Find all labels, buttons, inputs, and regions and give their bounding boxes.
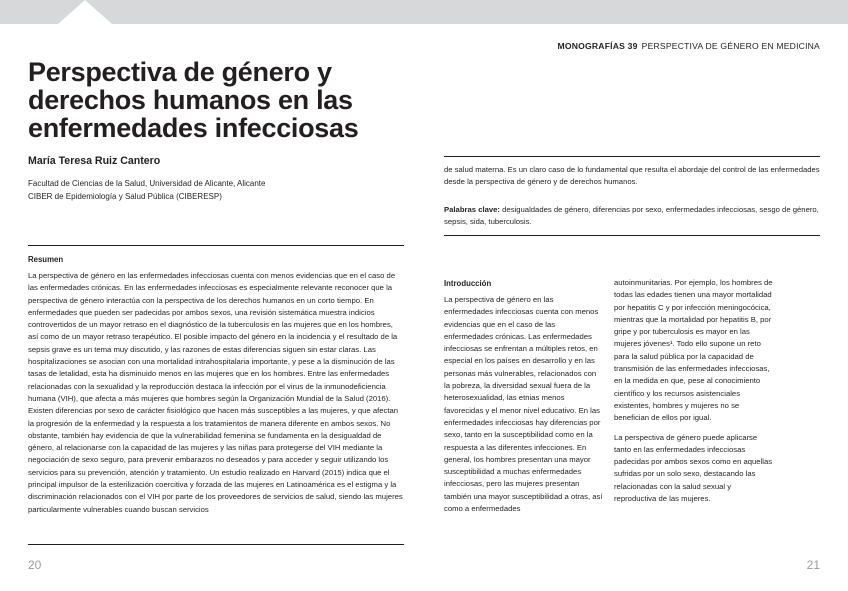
- series-topic: PERSPECTIVA DE GÉNERO EN MEDICINA: [641, 41, 820, 51]
- author-name: María Teresa Ruiz Cantero: [28, 155, 161, 167]
- abstract-heading: Resumen: [28, 255, 64, 264]
- keywords-bottom-rule: [444, 235, 820, 236]
- article-title: Perspectiva de género y derechos humanos en las enfermedades infecciosas: [28, 57, 359, 143]
- introduction-column-2: [614, 277, 774, 505]
- abstract-continuation: de salud materna. Es un claro caso de lo fundamental que resulta el abordaje del control de las enfermedades desde la perspectiva de género y de derechos humanos.: [444, 165, 820, 187]
- affiliation-line: Facultad de Ciencias de la Salud, Universidad de Alicante, Alicante: [28, 179, 266, 188]
- introduction-heading: Introducción: [444, 279, 492, 288]
- top-decorative-bar: [0, 0, 848, 24]
- continuation-top-rule: [444, 156, 820, 157]
- abstract-bottom-rule: [28, 544, 404, 545]
- abstract-top-rule: [28, 245, 404, 246]
- keywords-text: desigualdades de género, diferencias por sexo, enfermedades infecciosas, sesgo de género, sepsis, sida, tuberculosis.: [444, 205, 819, 227]
- keywords-paragraph: [444, 204, 820, 229]
- page-number-right: 21: [806, 558, 820, 572]
- affiliation-line: CIBER de Epidemiología y Salud Pública (CIBERESP): [28, 192, 222, 201]
- series-label: MONOGRAFÍAS 39: [557, 41, 638, 51]
- introduction-paragraph: La perspectiva de género puede aplicarse tanto en las enfermedades infecciosas padecidas por ambos sexos como en aquellas sufridas por un solo sexo, destacando las relacionadas con la salud sexual y reproductiva de las mujeres.: [614, 432, 773, 504]
- introduction-column-1: La perspectiva de género en las enfermedades infecciosas cuenta con menos evidencias que en el caso de las enfermedades crónicas. Las enfermedades infecciosas se enfrentan a múltiples retos, en especial en los países en desarrollo y en las personas más vulnerables, relacionados con la pobreza, la diversidad sexual fuera de la heterosexualidad, las etnias menos favorecidas y el menor nivel educativo. En las enfermedades infecciosas hay diferencias por sexo, tanto en la susceptibilidad como en la respuesta a las diferentes infecciones. En general, los hombres presentan una mayor susceptibilidad a muchas enfermedades infecciosas, pero las mujeres presentan también una mayor susceptibilidad a otras, así como a enfermedades: [444, 295, 603, 514]
- abstract-body: La perspectiva de género en las enfermedades infecciosas cuenta con menos evidencias que en el caso de las enfermedades crónicas. En las enfermedades infecciosas es especialmente relevante reconocer que la perspectiva de género interactúa con la perspectiva de los derechos humanos en un corto tiempo. En enfermedades que pueden ser padecidas por ambos sexos, una revisión sistemática muestra indicios controvertidos de un mayor retraso en el diagnóstico de la tuberculosis en las mujeres que en los hombres, así como de un mayor retraso terapéutico. El posible impacto del género en la incidencia y el resultado de la sepsis grave es un tema muy discutido, y las razones de estas diferencias siguen sin estar claras. Las hospitalizaciones se asocian con una mortalidad intrahospitalaria importante, y pese a la disminución de las tasas de letalidad, esta ha disminuido menos en las mujeres que en los hombres. Entre las enfermedades relacionadas con la sexualidad y la reproducción destaca la infección por el virus de la inmunodeficiencia humana (VIH), que afecta a más mujeres que hombres según la Organización Mundial de la Salud (2016). Existen diferencias por sexo de carácter fisiológico que hacen más susceptibles a las mujeres, y que afectan la progresión de la enfermedad y la respuesta a los tratamientos de manera diferente en ambos sexos. No obstante, también hay evidencia de que la vulnerabilidad femenina se fundamenta en la desigualdad de género, al relacionarse con la capacidad de las mujeres y las niñas para protegerse del VIH mediante la negociación de sexo seguro, para prevenir embarazos no deseados y para acceder y seguir utilizando los servicios para su prevención, atención y tratamiento. Un estudio realizado en Harvard (2015) indica que el principal impulsor de la esterilización coercitiva y forzada de las mujeres en Latinoamérica es el estigma y la discriminación relacionados con el VIH por parte de los proveedores de servicios de salud, siendo las mujeres particularmente vulnerables cuando buscan servicios: [28, 271, 403, 514]
- affiliations: [28, 177, 265, 203]
- tab-notch: [58, 0, 112, 24]
- keywords-label: Palabras clave:: [444, 205, 500, 214]
- introduction-paragraph: autoinmunitarias. Por ejemplo, los hombres de todas las edades tienen una mayor mortalidad por hepatitis C y por infección meningocócica, mientras que la mortalidad por hepatitis B, por gripe y por tuberculosis es mayor en las mujeres jóvenes¹. Todo ello supone un reto para la salud pública por la capacidad de transmisión de las enfermedades infecciosas, en la medida en que, pese al conocimiento científico y los recursos asistenciales existentes, hombres y mujeres no se benefician de ellos por igual.: [614, 278, 773, 423]
- running-header: [557, 41, 820, 51]
- page-number-left: 20: [28, 558, 42, 572]
